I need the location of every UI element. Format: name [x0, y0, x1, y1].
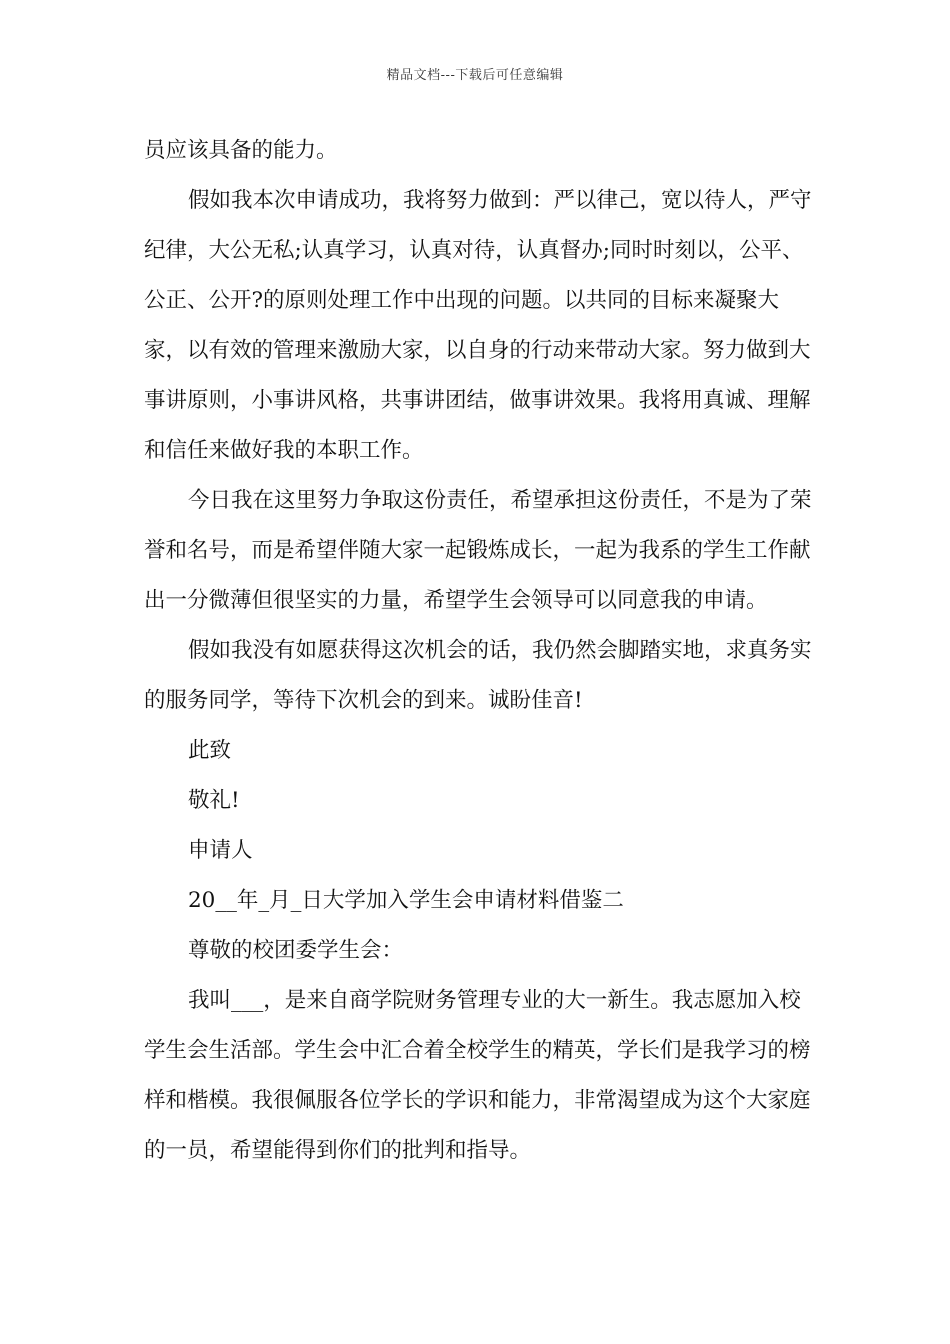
document-body [144, 126, 812, 1176]
paragraph: 假如我本次申请成功，我将努力做到：严以律己，宽以待人，严守纪律，大公无私;认真学习，认真对待，认真督办;同时时刻以，公平、公正、公开?的原则处理工作中出现的问题。以共同的目标来凝聚大家，以有效的管理来激励大家，以自身的行动来带动大家。努力做到大事讲原则，小事讲风格，共事讲团结，做事讲效果。我将用真诚、理解和信任来做好我的本职工作。 [144, 188, 812, 463]
paragraph: 今日我在这里努力争取这份责任，希望承担这份责任，不是为了荣誉和名号，而是希望伴随大家一起锻炼成长，一起为我系的学生工作献出一分微薄但很坚实的力量，希望学生会领导可以同意我的申请。 [144, 488, 812, 613]
paragraph: 员应该具备的能力。 [144, 138, 338, 163]
closing-salutation: 此致 [188, 738, 232, 763]
page-header: 精品文档---下载后可任意编辑 [386, 68, 564, 83]
paragraph: 我叫___，是来自商学院财务管理专业的大一新生。我志愿加入校学生会生活部。学生会中汇合着全校学生的精英，学长们是我学习的榜样和楷模。我很佩服各位学长的学识和能力，非常渴望成为这个大家庭的一员，希望能得到你们的批判和指导。 [144, 988, 811, 1163]
greeting: 尊敬的校团委学生会： [188, 938, 404, 963]
closing-regards: 敬礼! [188, 788, 240, 813]
section-title: 20__年_月_日大学加入学生会申请材料借鉴二 [188, 888, 624, 913]
paragraph: 假如我没有如愿获得这次机会的话，我仍然会脚踏实地，求真务实的服务同学，等待下次机会的到来。诚盼佳音! [144, 638, 812, 713]
applicant-label: 申请人 [188, 838, 253, 863]
